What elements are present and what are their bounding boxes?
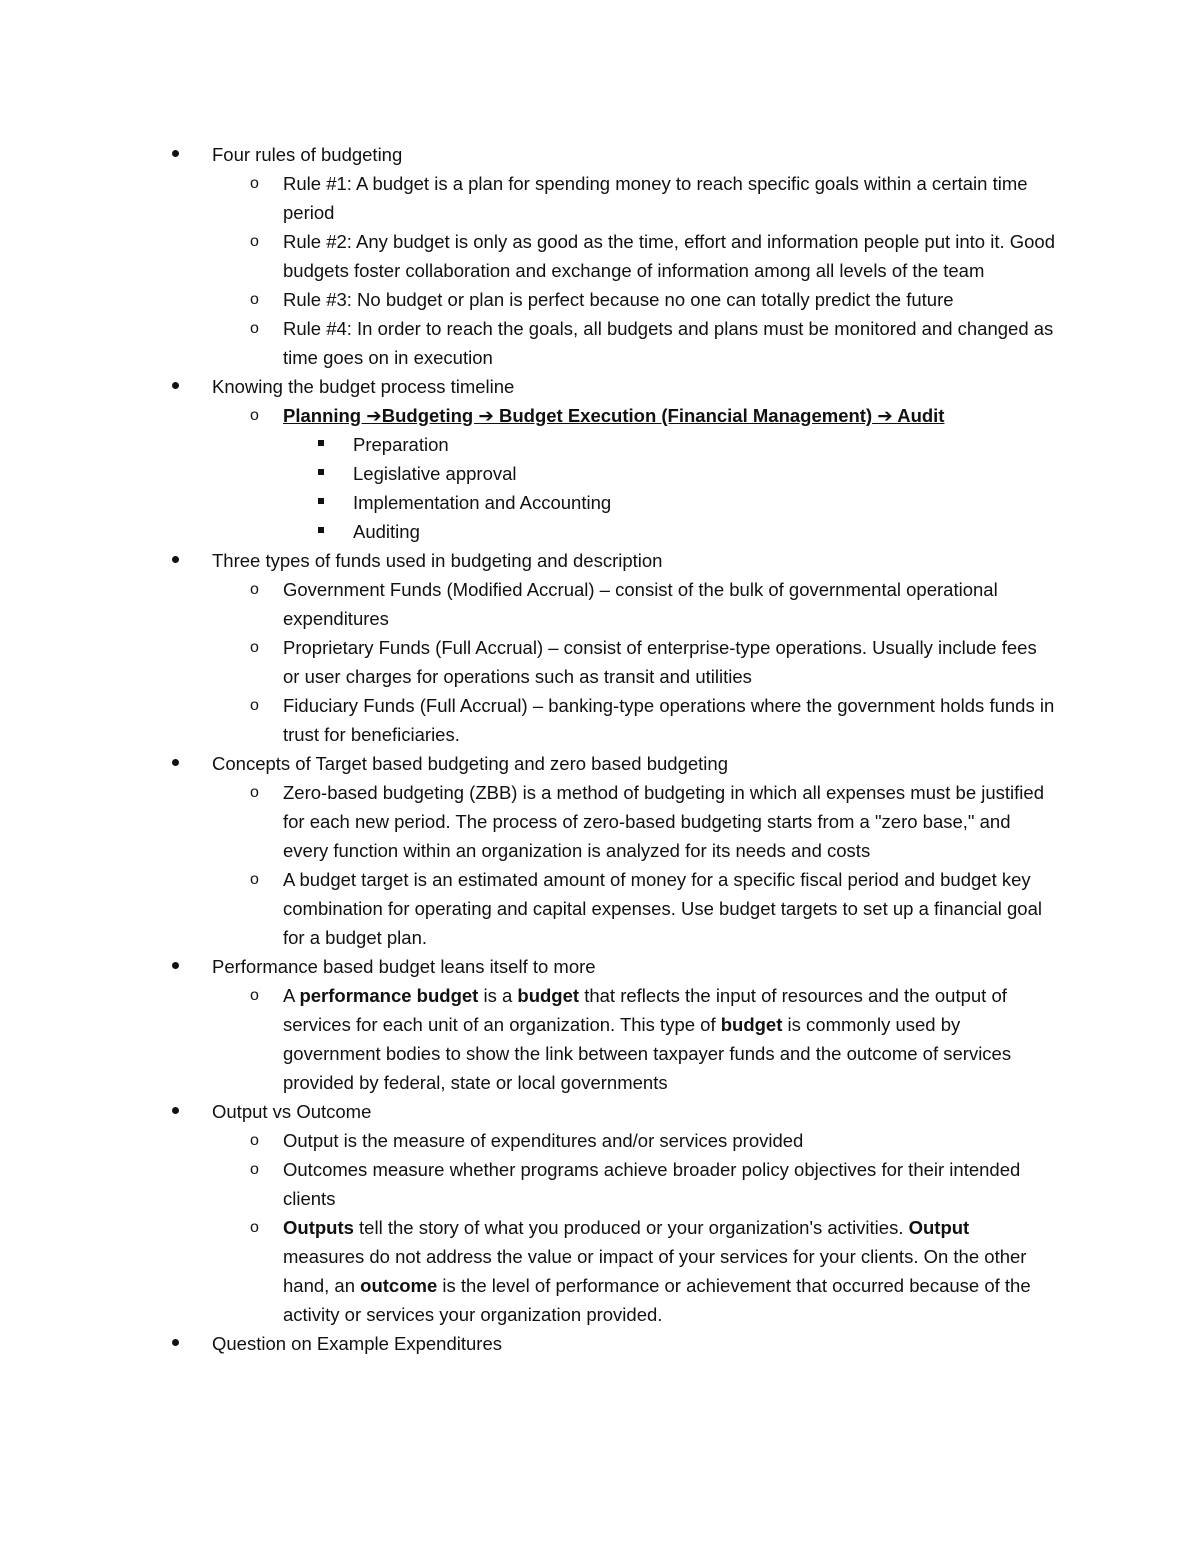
- target-text: A budget target is an estimated amount of money for a specific fiscal period and budget key combination for operating and capital expenses. Use budget targets to set up a financial goal for a budget plan.: [283, 869, 1042, 948]
- bold-run: budget: [517, 985, 580, 1006]
- bullet-marker: [172, 1097, 179, 1126]
- circle-marker: o: [250, 407, 259, 424]
- bullet-item: [0, 140, 1052, 169]
- bullet-item: [0, 749, 1052, 778]
- rule-2-text: Rule #2: Any budget is only as good as the time, effort and information people put into it. Good budgets foster collaboration and exchange of information among all levels of the team: [283, 231, 1056, 281]
- bullet-item: [0, 952, 1052, 981]
- circle-marker: o: [250, 581, 259, 598]
- bold-run: Output: [908, 1217, 970, 1238]
- section-heading: Knowing the budget process timeline: [212, 376, 515, 397]
- output-text: Output is the measure of expenditures and/or services provided: [283, 1130, 804, 1151]
- bullet-item: [0, 372, 1052, 401]
- sub-item: [0, 575, 1055, 633]
- sub-item: [0, 981, 1055, 1097]
- performance-budget-text: [283, 981, 1055, 1097]
- sub-item: [0, 1155, 1055, 1213]
- sub-item: [0, 1126, 1055, 1155]
- rule-3-text: Rule #3: No budget or plan is perfect because no one can totally predict the future: [283, 289, 954, 310]
- sub-item: [0, 169, 1055, 227]
- sub-item: [0, 633, 1055, 691]
- circle-marker: o: [250, 233, 259, 250]
- step-item: [0, 517, 1053, 546]
- timeline-text: Planning ➔Budgeting ➔ Budget Execution (Financial Management) ➔ Audit: [283, 405, 945, 426]
- text-run: that reflects the input of resources and the output of services for each unit of an organization. This type of: [283, 985, 1007, 1035]
- circle-marker: o: [250, 320, 259, 337]
- circle-marker: o: [250, 639, 259, 656]
- bullet-item: [0, 1329, 1052, 1358]
- circle-marker: o: [250, 871, 259, 888]
- section-heading: Performance based budget leans itself to more: [212, 956, 596, 977]
- circle-marker: o: [250, 1219, 259, 1236]
- outcome-text: Outcomes measure whether programs achieve broader policy objectives for their intended clients: [283, 1159, 1021, 1209]
- square-marker: [318, 459, 324, 488]
- section-heading: Three types of funds used in budgeting and description: [212, 550, 663, 571]
- step-item: [0, 459, 1053, 488]
- step-item: [0, 488, 1053, 517]
- circle-marker: o: [250, 175, 259, 192]
- section-heading: Four rules of budgeting: [212, 144, 403, 165]
- rule-1-text: Rule #1: A budget is a plan for spending money to reach specific goals within a certain time period: [283, 173, 1028, 223]
- step-item: [0, 430, 1053, 459]
- sub-item: [0, 778, 1055, 865]
- bullet-marker: [172, 372, 179, 401]
- fund-text: Proprietary Funds (Full Accrual) – consist of enterprise-type operations. Usually include fees or user charges for operations such as transit and utilities: [283, 637, 1037, 687]
- sub-item: [0, 865, 1055, 952]
- step-text: Auditing: [353, 521, 420, 542]
- section-heading: Output vs Outcome: [212, 1101, 372, 1122]
- bullet-marker: [172, 546, 179, 575]
- circle-marker: o: [250, 697, 259, 714]
- square-marker: [318, 488, 324, 517]
- text-run: tell the story of what you produced or your organization's activities.: [353, 1217, 909, 1238]
- text-run: is a: [478, 985, 518, 1006]
- square-marker: [318, 517, 324, 546]
- circle-marker: o: [250, 291, 259, 308]
- fund-text: Government Funds (Modified Accrual) – consist of the bulk of governmental operational expenditures: [283, 579, 998, 629]
- section-heading: Question on Example Expenditures: [212, 1333, 503, 1354]
- fund-text: Fiduciary Funds (Full Accrual) – banking-type operations where the government holds funds in trust for beneficiaries.: [283, 695, 1055, 745]
- zbb-text: Zero-based budgeting (ZBB) is a method of budgeting in which all expenses must be justified for each new period. The process of zero-based budgeting starts from a "zero base," and every function within an organization is analyzed for its needs and costs: [283, 782, 1044, 861]
- sub-item: [0, 285, 1055, 314]
- text-run: is the level of performance or achievement that occurred because of the activity or services your organization provided.: [283, 1275, 1031, 1325]
- outputs-explanation: [283, 1213, 1055, 1329]
- document-body: [0, 140, 1200, 1358]
- bullet-marker: [172, 140, 179, 169]
- text-run: A: [283, 985, 300, 1006]
- text-run: measures do not address the value or impact of your services for your clients. On the other hand, an: [283, 1246, 1027, 1296]
- rule-4-text: Rule #4: In order to reach the goals, all budgets and plans must be monitored and changed as time goes on in execution: [283, 318, 1054, 368]
- sub-item: [0, 1213, 1055, 1329]
- bold-run: performance budget: [299, 985, 479, 1006]
- square-marker: [318, 430, 324, 459]
- text-run: is commonly used by government bodies to show the link between taxpayer funds and the outcome of services provided by federal, state or local governments: [283, 1014, 1012, 1093]
- circle-marker: o: [250, 1132, 259, 1149]
- bullet-marker: [172, 952, 179, 981]
- bullet-item: [0, 1097, 1052, 1126]
- section-heading: Concepts of Target based budgeting and zero based budgeting: [212, 753, 728, 774]
- sub-item: [0, 401, 1055, 430]
- circle-marker: o: [250, 1161, 259, 1178]
- step-text: Implementation and Accounting: [353, 492, 612, 513]
- bold-run: outcome: [360, 1275, 438, 1296]
- step-text: Legislative approval: [353, 463, 517, 484]
- circle-marker: o: [250, 987, 259, 1004]
- sub-item: [0, 314, 1055, 372]
- bullet-marker: [172, 1329, 179, 1358]
- bullet-marker: [172, 749, 179, 778]
- step-text: Preparation: [353, 434, 449, 455]
- bold-run: Outputs: [283, 1217, 354, 1238]
- circle-marker: o: [250, 784, 259, 801]
- bold-run: budget: [720, 1014, 783, 1035]
- sub-item: [0, 227, 1055, 285]
- sub-item: [0, 691, 1055, 749]
- bullet-item: [0, 546, 1052, 575]
